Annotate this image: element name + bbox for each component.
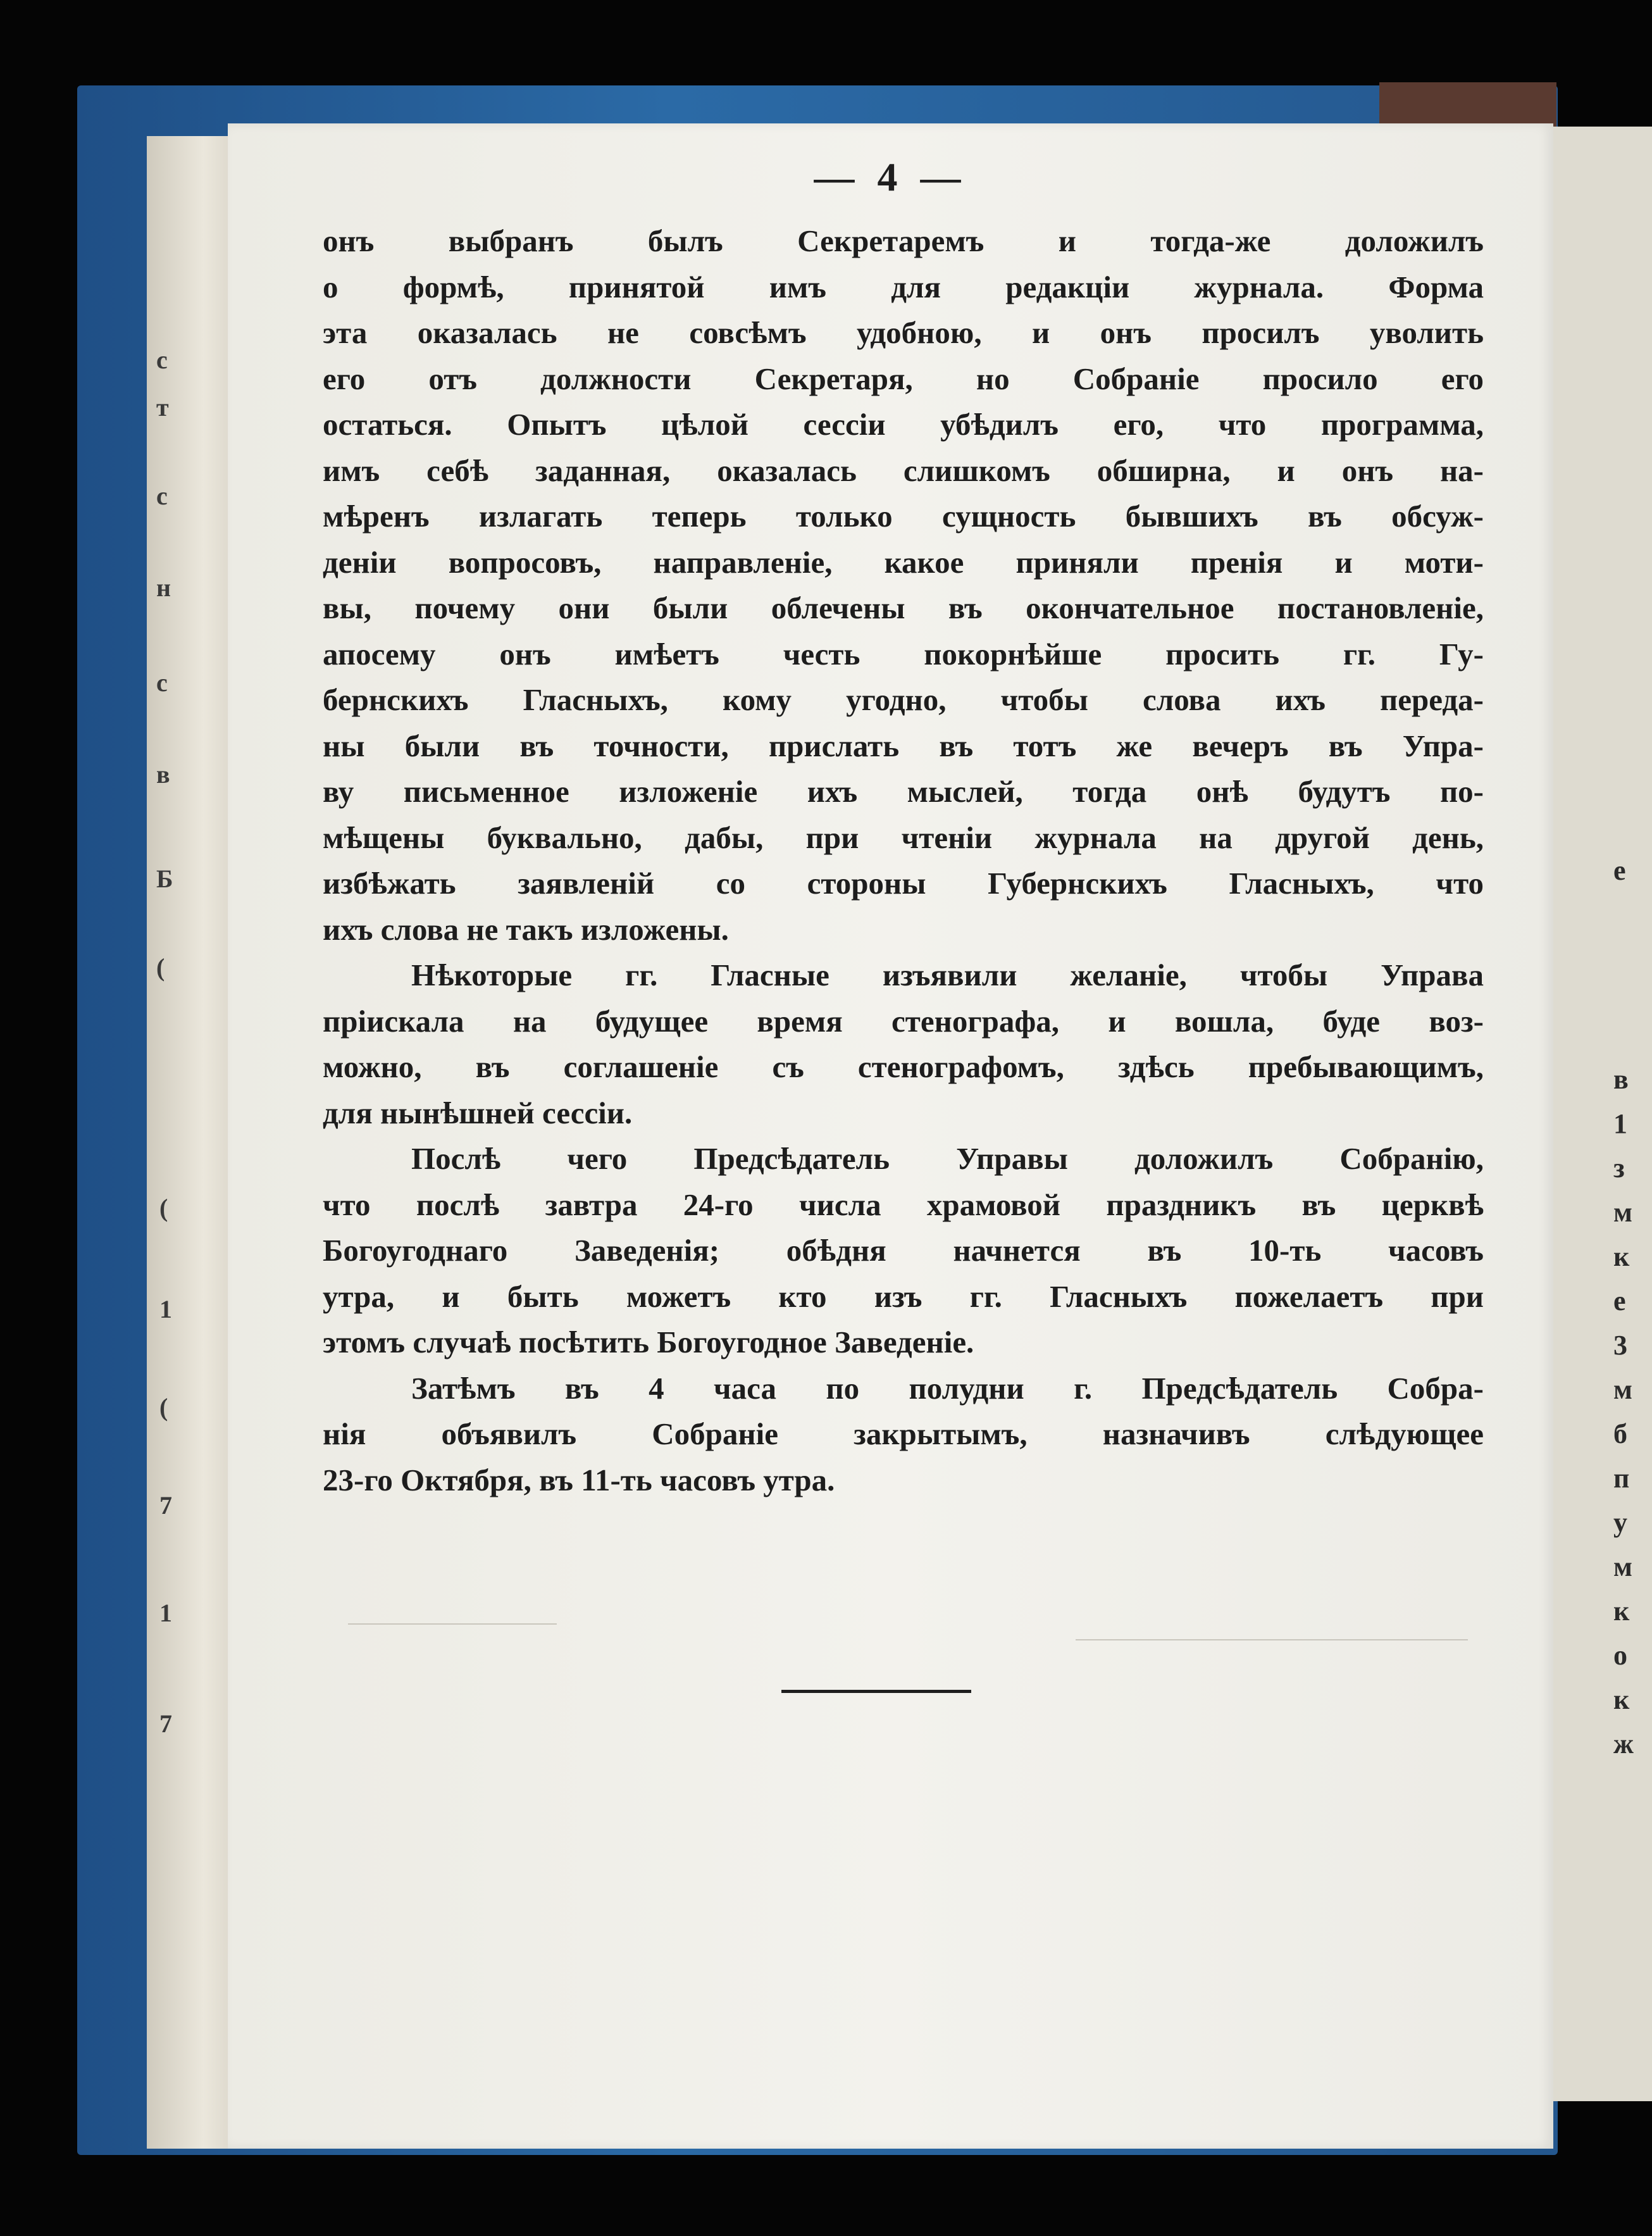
text-line: его отъ должности Секретаря, но Собраніе просило его bbox=[323, 361, 1484, 396]
edge-letter: с bbox=[156, 482, 168, 510]
text-line: Послѣ чего Предсѣдатель Управы доложилъ Собранію, bbox=[411, 1141, 1484, 1176]
text-line: ны были въ точности, прислать въ тотъ же вечеръ въ Упра- bbox=[323, 728, 1484, 763]
bleed-through-rule bbox=[348, 1623, 557, 1625]
text-line: Нѣкоторые гг. Гласные изъявили желаніе, чтобы Управа bbox=[411, 958, 1484, 992]
edge-letter: 7 bbox=[159, 1491, 172, 1520]
edge-letter: в bbox=[1613, 1064, 1629, 1095]
text-line: имъ себѣ заданная, оказалась слишкомъ обширна, и онъ на- bbox=[323, 453, 1484, 488]
text-line: о формѣ, принятой имъ для редакціи журнала. Форма bbox=[323, 269, 1484, 304]
edge-letter: 1 bbox=[159, 1295, 172, 1323]
text-line: пріискала на будущее время стенографа, и вошла, буде воз- bbox=[323, 1003, 1484, 1039]
edge-letter: 1 bbox=[1613, 1108, 1627, 1139]
paragraph bbox=[323, 218, 1484, 952]
end-rule bbox=[781, 1690, 971, 1693]
text-line: эта оказалась не совсѣмъ удобною, и онъ просилъ уволить bbox=[323, 315, 1484, 350]
page-text bbox=[323, 218, 1484, 1503]
text-line: Затѣмъ въ 4 часа по полудни г. Предсѣдатель Собра- bbox=[411, 1370, 1484, 1406]
edge-letter: к bbox=[1613, 1684, 1630, 1715]
text-line: деніи вопросовъ, направленіе, какое приняли пренія и моти- bbox=[323, 544, 1484, 580]
book-page bbox=[228, 123, 1553, 2149]
text-line: можно, въ соглашеніе съ стенографомъ, здѣсь пребывающимъ, bbox=[323, 1049, 1484, 1084]
page-number: — 4 — bbox=[814, 154, 967, 199]
edge-letter: к bbox=[1613, 1596, 1630, 1627]
edge-letter: 3 bbox=[1613, 1330, 1627, 1361]
edge-letter: т bbox=[156, 393, 169, 422]
text-line: мѣщены буквально, дабы, при чтеніи журнала на другой день, bbox=[323, 820, 1484, 855]
edge-letter: к bbox=[1613, 1241, 1630, 1272]
text-line: что послѣ завтра 24-го числа храмовой праздникъ въ церквѣ bbox=[323, 1187, 1484, 1222]
edge-letter: ( bbox=[159, 1194, 168, 1222]
edge-letter: у bbox=[1613, 1507, 1627, 1538]
edge-letter: с bbox=[156, 346, 168, 374]
text-line: онъ выбранъ былъ Секретаремъ и тогда-же доложилъ bbox=[323, 223, 1484, 258]
edge-letter: п bbox=[1613, 1463, 1630, 1494]
paragraph bbox=[323, 1136, 1484, 1366]
edge-letter: б bbox=[1613, 1418, 1627, 1449]
text-line: вы, почему они были облечены въ окончательное постановленіе, bbox=[323, 590, 1484, 625]
text-line: бернскихъ Гласныхъ, кому угодно, чтобы слова ихъ переда- bbox=[323, 682, 1484, 717]
text-line: Богоугоднаго Заведенія; обѣдня начнется въ 10-ть часовъ bbox=[323, 1233, 1484, 1268]
edge-letter: о bbox=[1613, 1640, 1627, 1671]
edge-letter: 1 bbox=[159, 1599, 172, 1627]
text-line: остаться. Опытъ цѣлой сессіи убѣдилъ его, что программа, bbox=[323, 407, 1484, 442]
text-line: ву письменное изложеніе ихъ мыслей, тогда онѣ будутъ по- bbox=[323, 774, 1484, 809]
text-line: апосему онъ имѣетъ честь покорнѣйше просить гг. Гу- bbox=[323, 636, 1484, 671]
text-line: нія объявилъ Собраніе закрытымъ, назначивъ слѣдующее bbox=[323, 1416, 1484, 1451]
edge-letter: з bbox=[1613, 1152, 1625, 1184]
text-line: 23-го Октября, въ 11-ть часовъ утра. bbox=[323, 1462, 835, 1497]
text-line: утра, и быть можетъ кто изъ гг. Гласныхъ пожелаетъ при bbox=[323, 1278, 1484, 1314]
edge-letter: м bbox=[1613, 1551, 1632, 1582]
edge-letter: е bbox=[1613, 1285, 1626, 1316]
text-line: для нынѣшней сессіи. bbox=[323, 1095, 633, 1130]
edge-letter: ( bbox=[156, 953, 165, 982]
edge-letter: м bbox=[1613, 1374, 1632, 1405]
paragraph bbox=[323, 952, 1484, 1136]
bleed-through-rule bbox=[1076, 1639, 1468, 1640]
edge-letter: е bbox=[1613, 855, 1626, 886]
edge-letter: 7 bbox=[159, 1709, 172, 1738]
edge-letter: в bbox=[156, 760, 170, 789]
text-line: избѣжать заявленій со стороны Губернскихъ Гласныхъ, что bbox=[323, 866, 1484, 901]
edge-letter: н bbox=[156, 573, 171, 602]
edge-letter: м bbox=[1613, 1197, 1632, 1228]
edge-letter: ( bbox=[159, 1393, 168, 1421]
text-line: этомъ случаѣ посѣтить Богоугодное Заведеніе. bbox=[323, 1325, 974, 1359]
edge-letter: Б bbox=[156, 865, 173, 893]
edge-letter: с bbox=[156, 668, 168, 697]
paragraph bbox=[323, 1366, 1484, 1504]
next-page-edge bbox=[1550, 127, 1652, 2101]
edge-letter: ж bbox=[1613, 1728, 1634, 1759]
text-line: ихъ слова не такъ изложены. bbox=[323, 911, 729, 947]
text-line: мѣренъ излагать теперь только сущность бывшихъ въ обсуж- bbox=[323, 499, 1484, 534]
